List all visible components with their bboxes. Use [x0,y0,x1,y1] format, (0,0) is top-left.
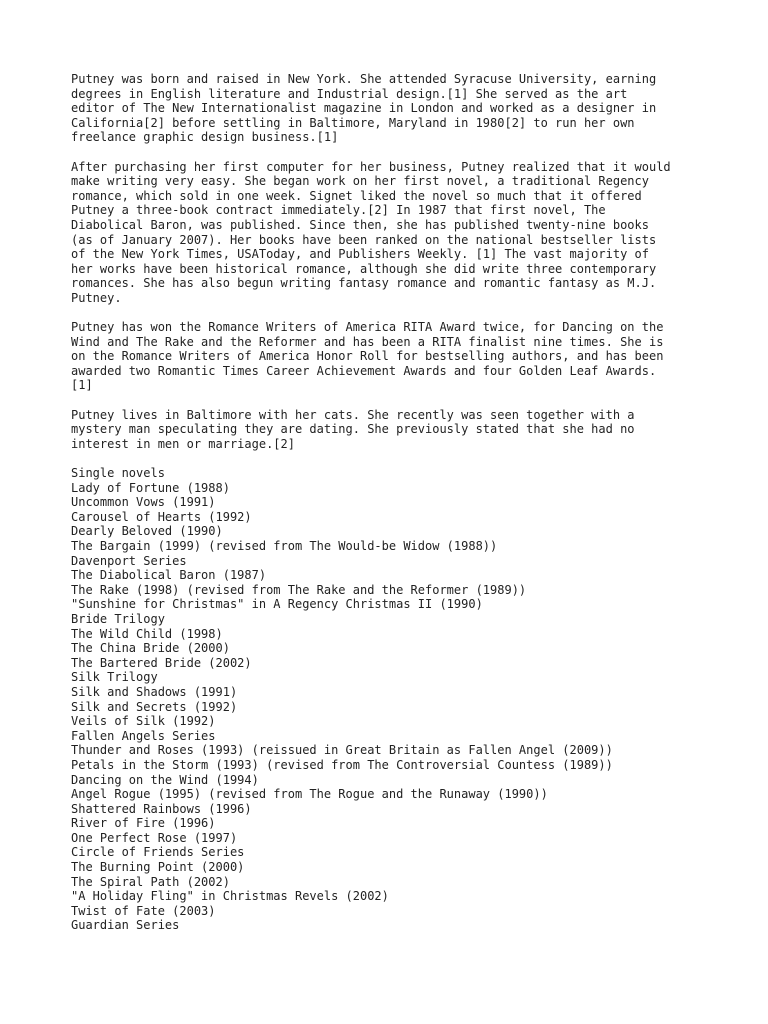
document-page [71,72,711,933]
paragraph-awards [71,320,711,393]
list-item: River of Fire (1996) [71,816,216,831]
text-line: Wind and The Rake and the Reformer and has been a RITA finalist nine times. She is [71,334,664,349]
text-line: Putney has won the Romance Writers of America RITA Award twice, for Dancing on the [71,320,664,335]
list-item: Thunder and Roses (1993) (reissued in Great Britain as Fallen Angel (2009)) [71,743,613,758]
list-item: Angel Rogue (1995) (revised from The Rogue and the Runaway (1990)) [71,787,548,802]
list-item: Bride Trilogy [71,611,165,626]
paragraph-personal-life [71,408,711,452]
text-line: California[2] before settling in Baltimore, Maryland in 1980[2] to run her own [71,115,635,130]
list-item: The Spiral Path (2002) [71,874,230,889]
list-item: Shattered Rainbows (1996) [71,801,252,816]
text-line: romance, which sold in one week. Signet liked the novel so much that it offered [71,188,642,203]
list-item: Silk and Shadows (1991) [71,684,238,699]
list-item: Single novels [71,466,165,481]
list-item: Veils of Silk (1992) [71,714,216,729]
text-line: her works have been historical romance, although she did write three contemporary [71,261,657,276]
text-line: After purchasing her first computer for her business, Putney realized that it would [71,159,671,174]
list-item: Uncommon Vows (1991) [71,495,216,510]
text-line: interest in men or marriage.[2] [71,436,295,451]
text-line: on the Romance Writers of America Honor Roll for bestselling authors, and has been [71,349,664,364]
list-item: Silk and Secrets (1992) [71,699,238,714]
text-line: of the New York Times, USAToday, and Publishers Weekly. [1] The vast majority of [71,247,649,262]
list-item: Davenport Series [71,553,187,568]
list-item: Dancing on the Wind (1994) [71,772,259,787]
text-line: degrees in English literature and Industrial design.[1] She served as the art [71,86,628,101]
text-line: editor of The New Internationalist magazine in London and worked as a designer in [71,101,657,116]
list-item: The Bargain (1999) (revised from The Would-be Widow (1988)) [71,539,498,553]
text-line: [1] [71,378,93,393]
text-line: Diabolical Baron, was published. Since then, she has published twenty-nine books [71,217,649,232]
list-item: Twist of Fate (2003) [71,903,216,918]
list-item: Circle of Friends Series [71,845,245,860]
list-item: The China Bride (2000) [71,641,230,656]
list-item: The Rake (1998) (revised from The Rake and the Reformer (1989)) [71,582,527,597]
list-item: The Wild Child (1998) [71,626,223,641]
text-line: Putney was born and raised in New York. She attended Syracuse University, earning [71,72,657,86]
text-line: (as of January 2007). Her books have been ranked on the national bestseller lists [71,232,657,247]
text-line: Putney lives in Baltimore with her cats. She recently was seen together with a [71,407,635,422]
list-item: Petals in the Storm (1993) (revised from The Controversial Countess (1989)) [71,757,613,772]
list-item: Fallen Angels Series [71,728,216,743]
bibliography-list [71,466,711,933]
list-item: "Sunshine for Christmas" in A Regency Christmas II (1990) [71,597,483,612]
text-line: Putney. [71,290,122,305]
list-item: Silk Trilogy [71,670,158,685]
list-item: Guardian Series [71,918,180,933]
list-item: Lady of Fortune (1988) [71,480,230,495]
text-line: Putney a three-book contract immediately.[2] In 1987 that first novel, The [71,203,606,218]
list-item: The Burning Point (2000) [71,860,245,875]
list-item: Dearly Beloved (1990) [71,524,223,539]
paragraph-early-life [71,72,711,145]
text-line: romances. She has also begun writing fantasy romance and romantic fantasy as M.J. [71,276,657,291]
text-line: mystery man speculating they are dating. She previously stated that she had no [71,422,635,437]
list-item: "A Holiday Fling" in Christmas Revels (2002) [71,889,389,904]
list-item: The Diabolical Baron (1987) [71,568,267,583]
text-line: awarded two Romantic Times Career Achievement Awards and four Golden Leaf Awards. [71,363,657,378]
list-item: Carousel of Hearts (1992) [71,509,252,524]
list-item: One Perfect Rose (1997) [71,830,238,845]
text-line: make writing very easy. She began work on her first novel, a traditional Regency [71,174,649,189]
paragraph-career [71,160,711,306]
list-item: The Bartered Bride (2002) [71,655,252,670]
text-line: freelance graphic design business.[1] [71,130,339,145]
